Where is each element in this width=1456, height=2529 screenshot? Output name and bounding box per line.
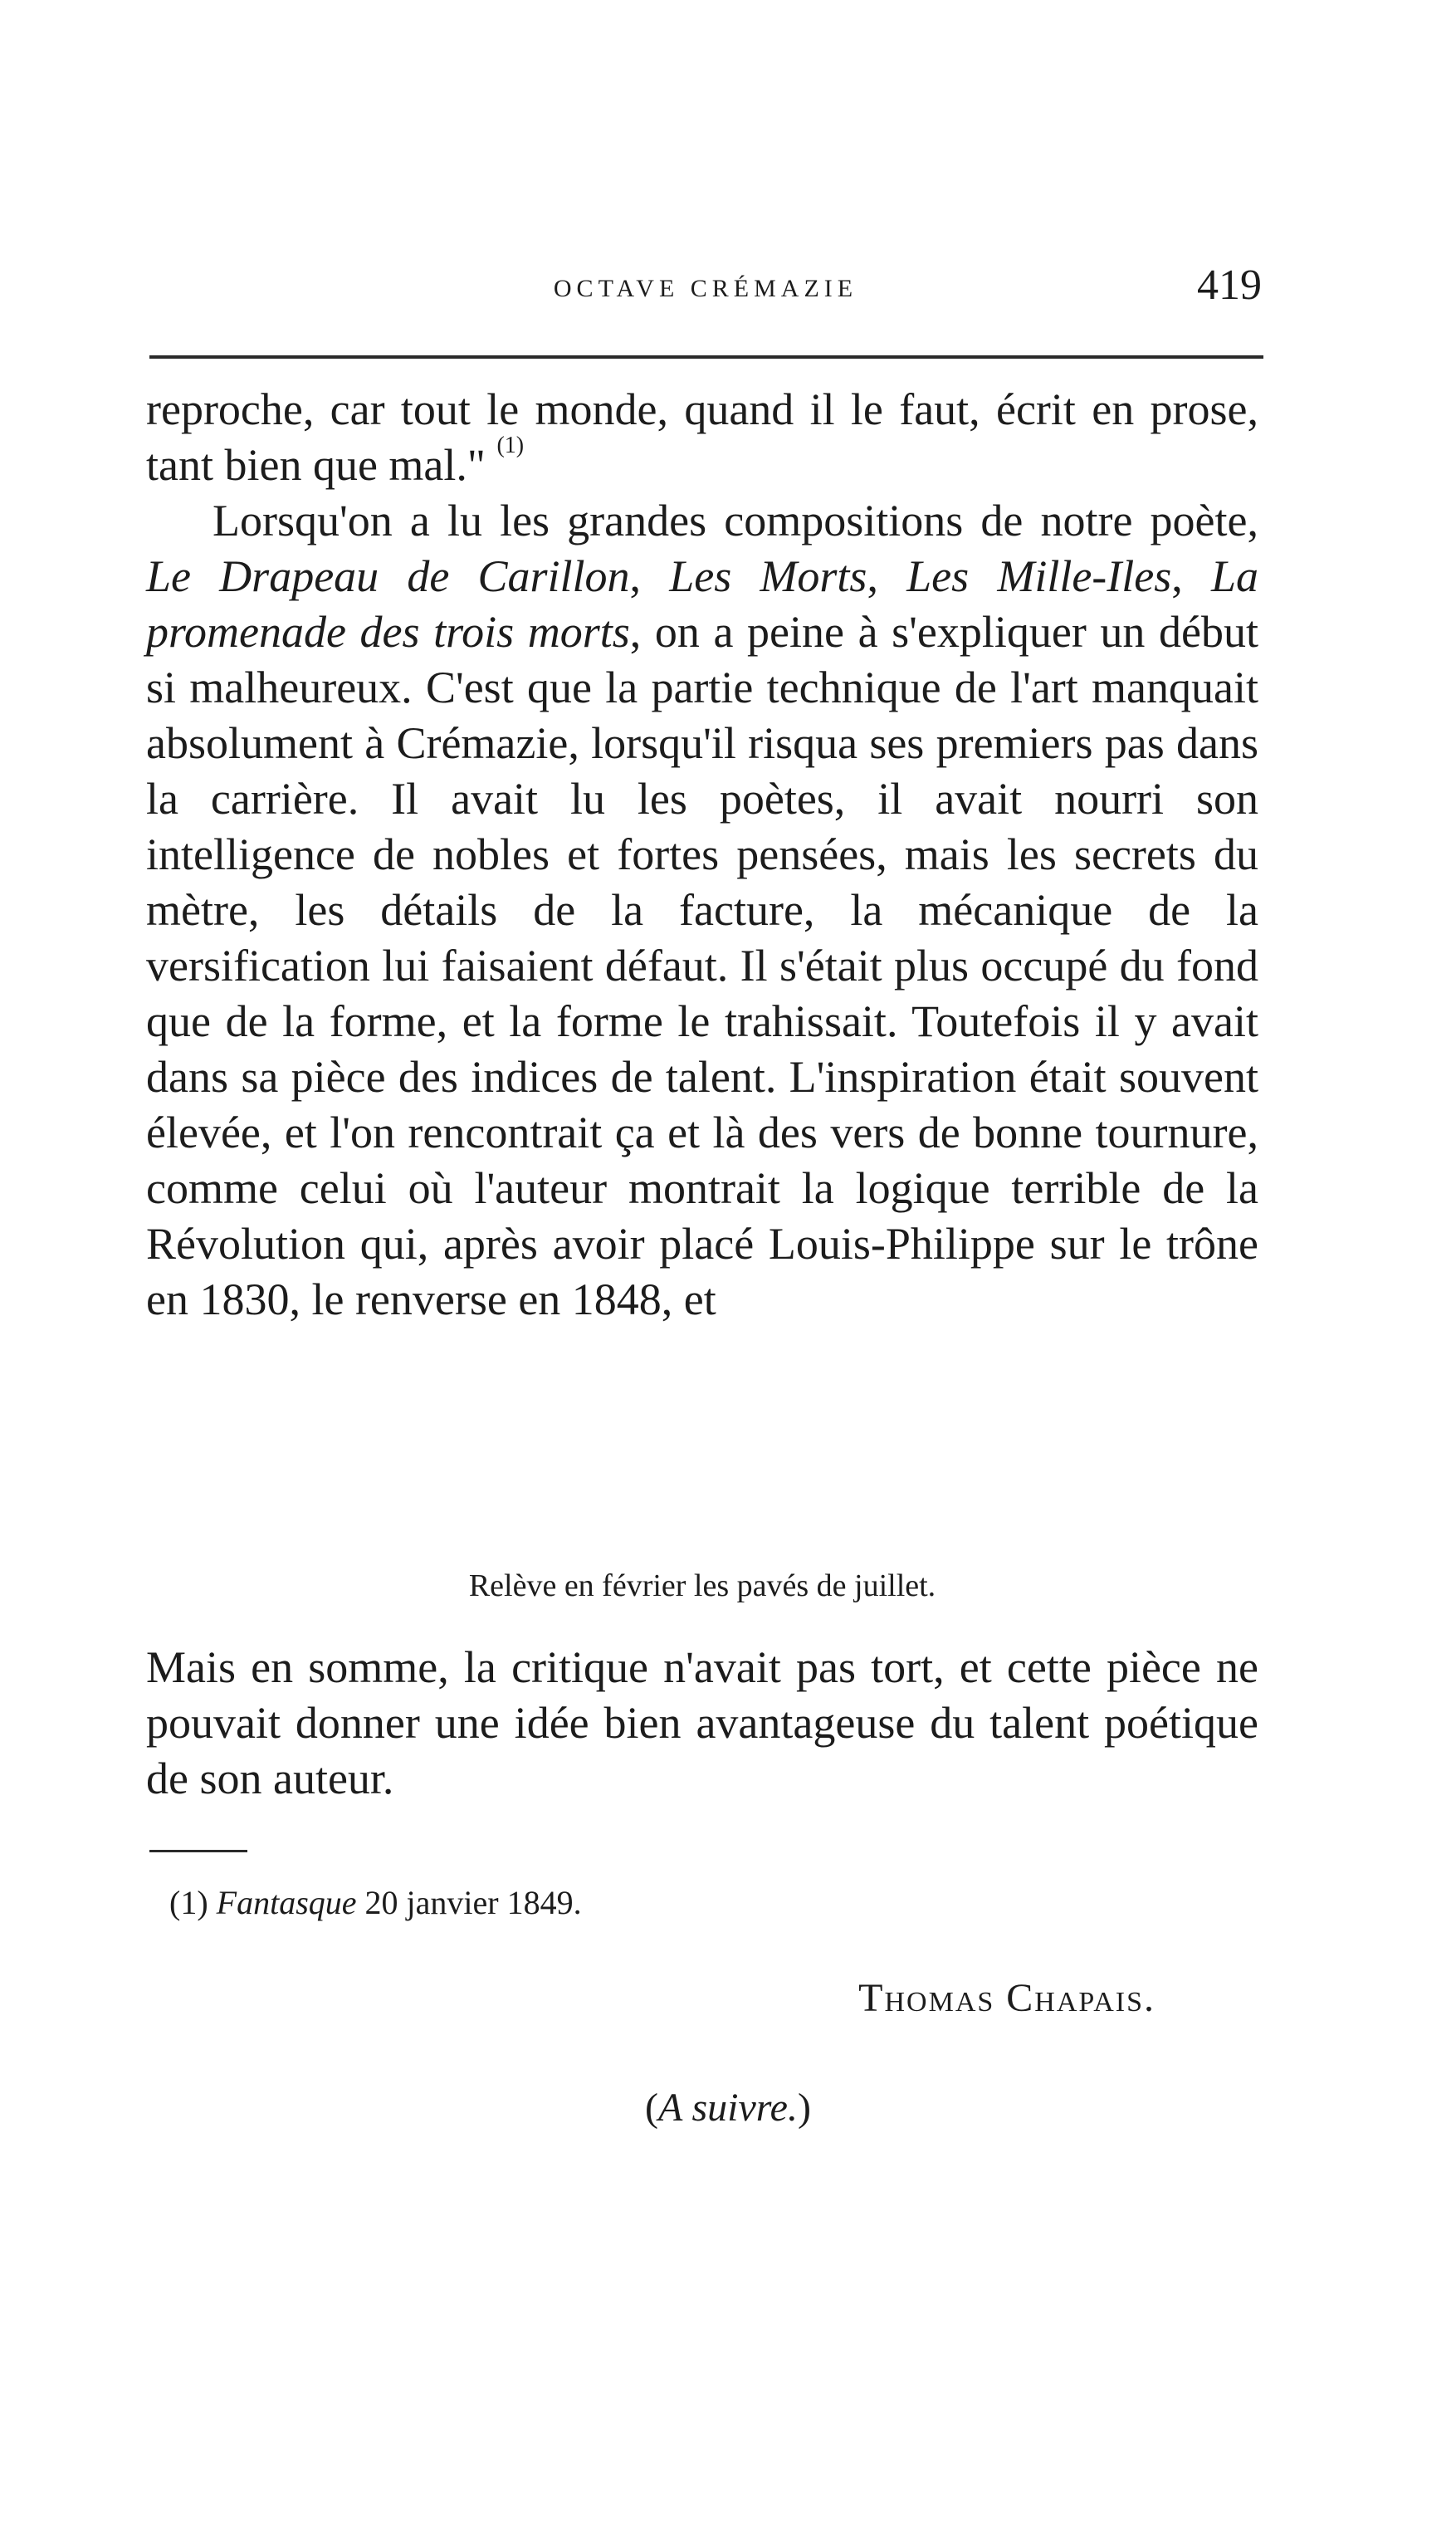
main-text-continued — [146, 1640, 1258, 1807]
paragraph-2-rest: , on a peine à s'expliquer un début si malheureux. C'est que la partie technique de l'art manquait absolument à Crémazie, lorsqu'il risqua ses premiers pas dans la carrière. Il avait lu les poètes, il avait nourri son intelligence de nobles et fortes pensées, mais les secrets du mètre, les détails de la facture, la mécanique de la versification lui faisaient défaut. Il s'était plus occupé du fond que de la forme, et la forme le trahissait. Toutefois il y avait dans sa pièce des indices de talent. L'inspiration était souvent élevée, et l'on rencontrait ça et là des vers de bonne tournure, comme celui où l'auteur montrait la logique terrible de la Révolution qui, après avoir placé Louis-Philippe sur le trône en 1830, le renverse en 1848, et — [146, 607, 1258, 1324]
paragraph-3: Mais en somme, la critique n'avait pas tort, et cette pièce ne pouvait donner une idée bien avantageuse du talent poétique de son auteur. — [146, 1642, 1258, 1803]
to-be-continued — [0, 2079, 1456, 2137]
paragraph-2 — [146, 493, 1258, 1328]
footnote-reference: (1) — [496, 433, 525, 458]
continued-open-paren: ( — [645, 2086, 658, 2130]
work-title-mille-iles: Les Mille-Iles — [906, 551, 1172, 601]
separator-2: , — [867, 551, 907, 601]
separator-3: , — [1171, 551, 1211, 601]
page-number: 419 — [1197, 262, 1262, 309]
continued-text: A suivre. — [658, 2086, 798, 2130]
paragraph-1-text: reproche, car tout le monde, quand il le faut, écrit en prose, tant bien que mal." — [146, 384, 1258, 490]
footnote — [169, 1878, 1165, 1928]
footnote-date: 20 janvier 1849. — [364, 1884, 582, 1921]
work-title-promenade: La promenade des trois morts — [146, 551, 1258, 657]
header-rule — [149, 355, 1263, 359]
quoted-verse: Relève en février les pavés de juillet. — [468, 1568, 936, 1603]
main-text — [146, 382, 1258, 1328]
separator-1: , — [629, 551, 670, 601]
page-header — [149, 264, 1262, 314]
author-signature: Thomas Chapais. — [858, 1976, 1156, 2020]
paragraph-2-start: Lorsqu'on a lu les grandes compositions de notre poète, — [213, 496, 1258, 545]
continued-close-paren: ) — [797, 2086, 811, 2130]
footnote-source: Fantasque — [216, 1884, 357, 1921]
running-head: OCTAVE CRÉMAZIE — [553, 275, 858, 302]
paragraph-1 — [146, 382, 1258, 493]
footnote-marker: (1) — [169, 1884, 208, 1921]
work-title-morts: Les Morts — [669, 551, 867, 601]
work-title-drapeau: Le Drapeau de Carillon — [146, 551, 630, 601]
footnote-rule — [149, 1850, 247, 1852]
